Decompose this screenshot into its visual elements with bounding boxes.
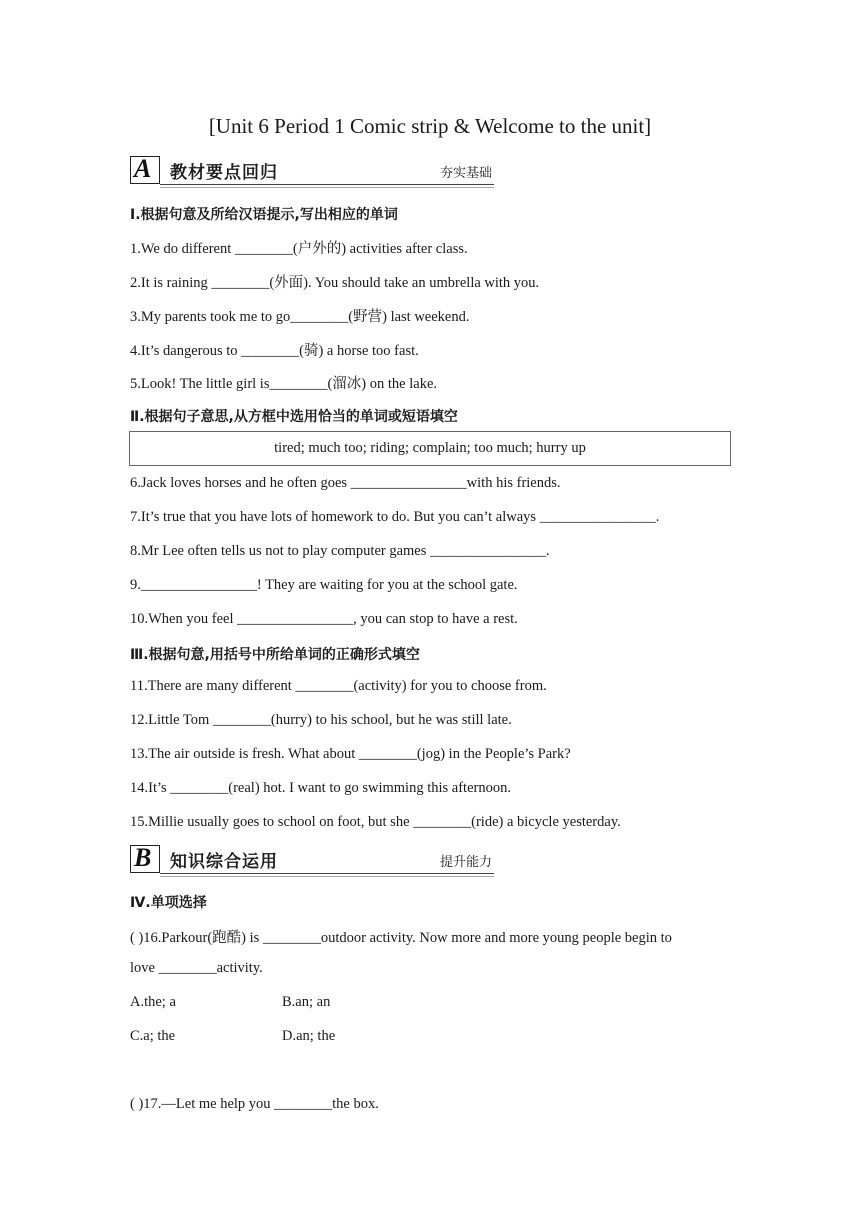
- option-d: D.an; the: [282, 1028, 336, 1044]
- exercise-item: 6.Jack loves horses and he often goes ________________with his friends.: [130, 475, 561, 491]
- exercise-item: 15.Millie usually goes to school on foot, but she ________(ride) a bicycle yesterday.: [130, 814, 621, 830]
- exercise-item: 9.________________! They are waiting for you at the school gate.: [130, 577, 518, 593]
- question-16-line-1: ( )16.Parkour(跑酷) is ________outdoor activity. Now more and more young people begin to: [130, 930, 672, 946]
- section-banner-a: [130, 156, 494, 186]
- exercise-item: 4.It’s dangerous to ________(骑) a horse too fast.: [130, 343, 419, 359]
- banner-a-heading: 教材要点回归: [170, 163, 278, 183]
- option-c: C.a; the: [130, 1028, 176, 1044]
- exercise-item: 14.It’s ________(real) hot. I want to go swimming this afternoon.: [130, 780, 511, 796]
- banner-a-tag: 夯实基础: [439, 166, 492, 181]
- exercise-item: 13.The air outside is fresh. What about ________(jog) in the People’s Park?: [130, 746, 571, 762]
- section-banner-b: [130, 845, 494, 875]
- exercise-item: 1.We do different ________(户外的) activities after class.: [130, 241, 468, 257]
- exercise-item: 3.My parents took me to go________(野营) last weekend.: [130, 309, 470, 325]
- badge-b: B: [130, 845, 160, 873]
- question-16-line-2: love ________activity.: [130, 960, 263, 976]
- banner-b-tag: 提升能力: [439, 855, 492, 870]
- section-4-heading: Ⅳ.单项选择: [130, 895, 207, 911]
- option-a: A.the; a: [130, 994, 176, 1010]
- word-box: tired; much too; riding; complain; too much; hurry up: [129, 431, 731, 466]
- badge-a: A: [130, 156, 160, 184]
- exercise-item: 2.It is raining ________(外面). You should take an umbrella with you.: [130, 275, 540, 291]
- option-b: B.an; an: [282, 994, 331, 1010]
- exercise-item: 8.Mr Lee often tells us not to play computer games ________________.: [130, 543, 550, 559]
- section-1-heading: Ⅰ.根据句意及所给汉语提示,写出相应的单词: [130, 207, 398, 223]
- exercise-item: 5.Look! The little girl is________(溜冰) on the lake.: [130, 376, 437, 392]
- section-2-heading: Ⅱ.根据句子意思,从方框中选用恰当的单词或短语填空: [130, 409, 458, 425]
- section-3-heading: Ⅲ.根据句意,用括号中所给单词的正确形式填空: [130, 647, 420, 663]
- page-title: [Unit 6 Period 1 Comic strip & Welcome to the unit]: [208, 114, 652, 138]
- banner-b-heading: 知识综合运用: [170, 852, 278, 872]
- exercise-item: 12.Little Tom ________(hurry) to his school, but he was still late.: [130, 712, 512, 728]
- exercise-item: 10.When you feel ________________, you can stop to have a rest.: [130, 611, 518, 627]
- exercise-item: 7.It’s true that you have lots of homework to do. But you can’t always ________________.: [130, 509, 660, 525]
- question-17-line-1: ( )17.—Let me help you ________the box.: [130, 1096, 379, 1112]
- exercise-item: 11.There are many different ________(activity) for you to choose from.: [130, 678, 547, 694]
